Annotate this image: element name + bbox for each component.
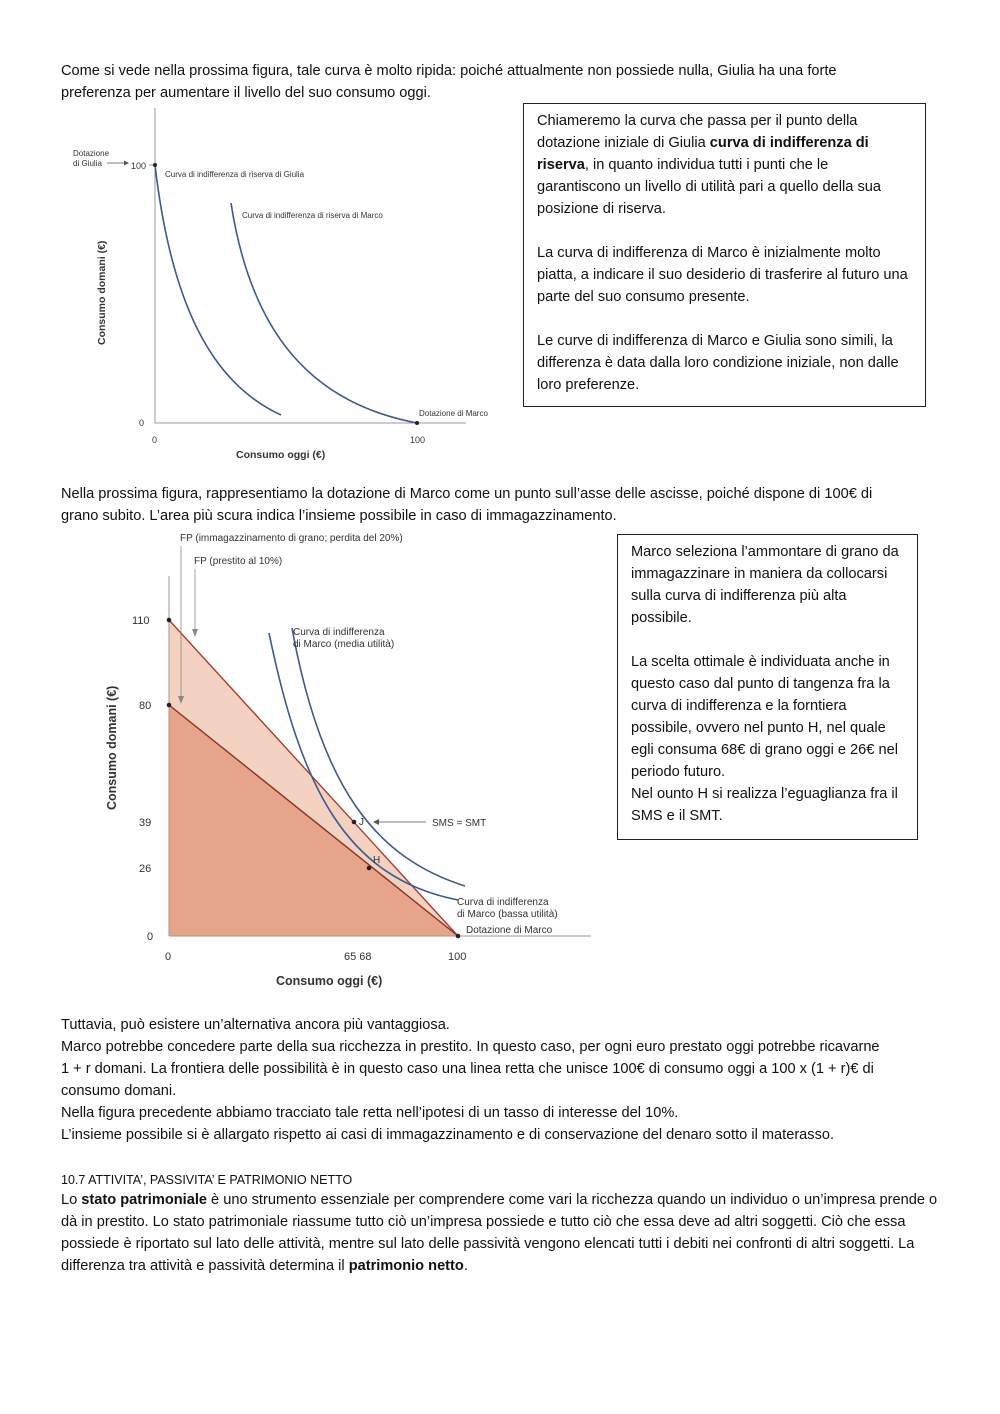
chart2-x-label: Consumo oggi (€) — [276, 974, 383, 988]
point-j-label: J — [359, 817, 364, 828]
y-tick-80: 80 — [139, 700, 152, 712]
explanation-box-1 — [523, 103, 926, 407]
y-tick-110: 110 — [132, 615, 150, 627]
point-endowment — [456, 934, 461, 939]
y-tick-0: 0 — [139, 418, 145, 428]
sms-smt-label: SMS = SMT — [432, 818, 487, 829]
point-h-label: H — [373, 855, 381, 866]
after-line-4: consumo domani. — [61, 1083, 177, 1099]
curve-medium-label-2: di Marco (media utilità) — [293, 639, 395, 650]
after-line-6: L’insieme possibile si è allargato rispetto ai casi di immagazzinamento e di conservazione del denaro sotto il materasso. — [61, 1127, 835, 1143]
mid-line-1: Nella prossima figura, rappresentiamo la dotazione di Marco come un punto sull’asse delle ascisse, poiché dispone di 100€ di — [61, 486, 873, 502]
point-110 — [167, 618, 172, 623]
mid-paragraph — [61, 483, 941, 527]
chart-feasible-frontier — [96, 528, 616, 994]
box1-paragraph-3: Le curve di indifferenza di Marco e Giulia sono simili, la differenza è data dalla loro condizione iniziale, non dalle loro preferenze. — [537, 333, 899, 393]
y-tick-39: 39 — [139, 817, 152, 829]
box1-paragraph-1: Chiameremo la curva che passa per il punto della dotazione iniziale di Giulia curva di indifferenza di riserva, in quanto individua tutti i punti che le garantiscono un livello di utilità pari a quello della sua posizione di riserva. — [537, 113, 881, 217]
box2-paragraph-3: Nel ounto H si realizza l’eguaglianza fra il SMS e il SMT. — [631, 786, 898, 824]
after-line-5: Nella figura precedente abbiamo tracciato tale retta nell’ipotesi di un tasso di interesse del 10%. — [61, 1105, 679, 1121]
term-stato-patrimoniale: stato patrimoniale — [81, 1192, 207, 1208]
fp-loan-label: FP (prestito al 10%) — [194, 556, 283, 567]
chart1-y-label: Consumo domani (€) — [96, 240, 108, 345]
point-j — [352, 820, 357, 825]
curve-medium-label-1: Curva di indifferenza — [293, 627, 385, 638]
curve-marco-label: Curva di indifferenza di riserva di Marco — [242, 211, 383, 220]
intro-line-2: preferenza per aumentare il livello del suo consumo oggi. — [61, 85, 431, 101]
term-patrimonio-netto: patrimonio netto — [348, 1258, 464, 1274]
x-tick-0: 0 — [165, 951, 172, 963]
x-tick-0: 0 — [152, 435, 158, 445]
point-80 — [167, 703, 172, 708]
explanation-box-2 — [617, 534, 918, 840]
after-line-3: 1 + r domani. La frontiera delle possibilità è in questo caso una linea retta che unisce 100€ di consumo oggi a 100 x (1 + r)€ di — [61, 1061, 874, 1077]
endowment-marco-point — [415, 421, 419, 425]
endowment-label: Dotazione di Marco — [466, 925, 553, 936]
after-line-2: Marco potrebbe concedere parte della sua ricchezza in prestito. In questo caso, per ogni euro prestato oggi potrebbe ricavarne — [61, 1039, 880, 1055]
endowment-giulia-label-1: Dotazione — [73, 149, 110, 158]
chart2-y-label: Consumo domani (€) — [105, 685, 119, 810]
chart-indifference-reserve — [61, 103, 511, 465]
mid-line-2: grano subito. L’area più scura indica l’insieme possibile in caso di immagazzinamento. — [61, 508, 617, 524]
curve-giulia — [155, 165, 281, 415]
endowment-giulia-point — [153, 163, 157, 167]
curve-giulia-label: Curva di indifferenza di riserva di Giulia — [165, 170, 305, 179]
point-h — [367, 866, 372, 871]
intro-paragraph — [61, 60, 941, 104]
section-paragraph: Lo stato patrimoniale è uno strumento essenziale per comprendere come vari la ricchezza quando un individuo o un’impresa prende o dà in prestito. Lo stato patrimoniale riassume tutto ciò un’impresa possiede e tutto ciò che essa deve ad altri soggetti. Ciò che essa possiede è riportato sul lato delle attività, mentre sul lato delle passività vengono elencati tutti i debiti nei confronti di altri soggetti. La differenza tra attività e passività determina il patrimonio netto. — [61, 1192, 938, 1274]
curve-low-label-1: Curva di indifferenza — [457, 897, 549, 908]
x-tick-65-68: 65 68 — [344, 951, 372, 963]
y-tick-0: 0 — [147, 931, 154, 943]
endowment-marco-label: Dotazione di Marco — [419, 409, 488, 418]
after-line-1: Tuttavia, può esistere un’alternativa ancora più vantaggiosa. — [61, 1017, 450, 1033]
box2-paragraph-2: La scelta ottimale è individuata anche in questo caso dal punto di tangenza fra la curva di indifferenza e la forntiera possibile, ovvero nel punto H, nel quale egli consuma 68€ di grano oggi e 26€ nel periodo futuro. Nel ounto H si realizza l’eguaglianza fra il SMS e il SMT. — [631, 654, 898, 824]
after-paragraph — [61, 1014, 941, 1146]
section-heading: 10.7 ATTIVITA’, PASSIVITA’ E PATRIMONIO NETTO — [61, 1173, 353, 1187]
x-tick-100: 100 — [410, 435, 426, 445]
box1-paragraph-2: La curva di indifferenza di Marco è inizialmente molto piatta, a indicare il suo desiderio di trasferire al futuro una parte del suo consumo presente. — [537, 245, 908, 305]
curve-marco — [231, 203, 417, 423]
fp-storage-label: FP (immagazzinamento di grano; perdita del 20%) — [180, 533, 403, 544]
intro-line-1: Come si vede nella prossima figura, tale curva è molto ripida: poiché attualmente non possiede nulla, Giulia ha una forte — [61, 63, 837, 79]
box2-paragraph-1: Marco seleziona l’ammontare di grano da immagazzinare in maniera da collocarsi sulla curva di indifferenza più alta possibile. — [631, 544, 899, 626]
x-tick-100: 100 — [448, 951, 467, 963]
endowment-giulia-label-2: di Giulia — [73, 159, 102, 168]
y-tick-100: 100 — [131, 161, 147, 171]
curve-low-label-2: di Marco (bassa utilità) — [457, 909, 558, 920]
y-tick-26: 26 — [139, 863, 152, 875]
chart1-x-label: Consumo oggi (€) — [236, 449, 326, 461]
